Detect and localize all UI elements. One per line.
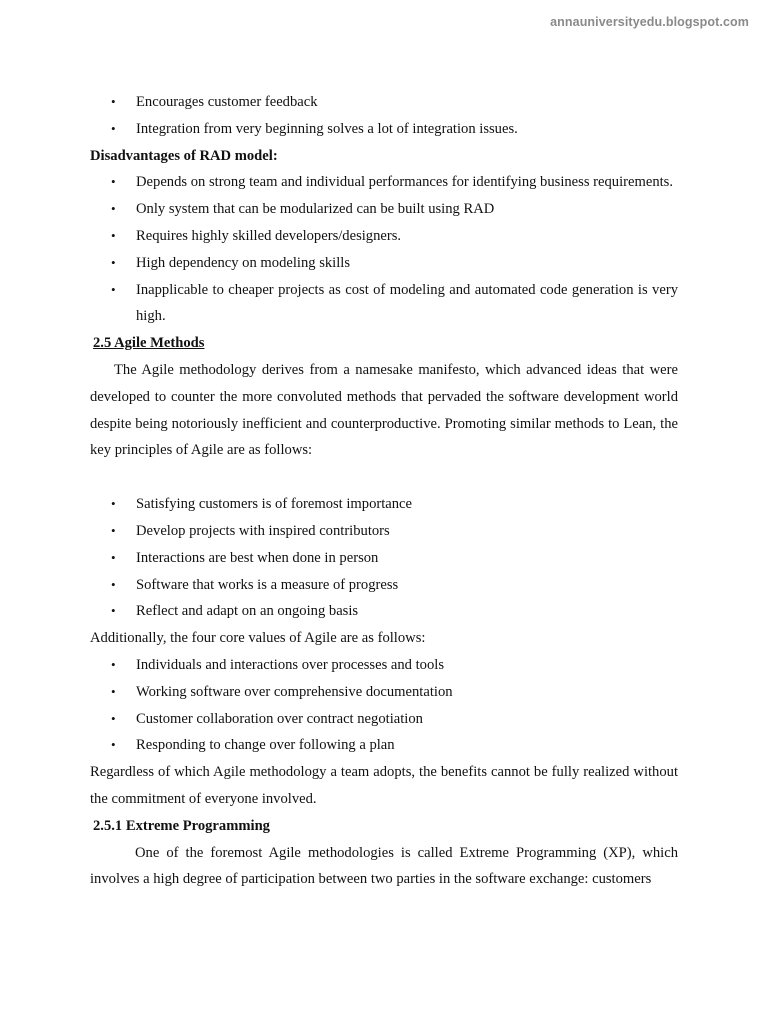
list-item: • Only system that can be modularized can be built using RAD (90, 196, 678, 223)
list-item: • Inapplicable to cheaper projects as cost of modeling and automated code generation is very high. (90, 277, 678, 331)
list-item: • Encourages customer feedback (90, 89, 678, 116)
list-item: • Develop projects with inspired contributors (90, 518, 678, 545)
agile-heading-line (90, 330, 678, 357)
document-page (90, 89, 678, 893)
list-item: • Satisfying customers is of foremost importance (90, 491, 678, 518)
agile-methods-heading: 2.5 Agile Methods (93, 335, 205, 352)
list-item: • Individuals and interactions over processes and tools (90, 652, 678, 679)
list-item: • Software that works is a measure of progress (90, 572, 678, 599)
core-values-intro: Additionally, the four core values of Agile are as follows: (90, 630, 426, 647)
list-item: • Working software over comprehensive documentation (90, 679, 678, 706)
agile-principles-list (90, 491, 678, 625)
list-item: • Requires highly skilled developers/designers. (90, 223, 678, 250)
paragraph-spacer (90, 464, 678, 491)
list-item: • Integration from very beginning solves a lot of integration issues. (90, 116, 678, 143)
list-item: • Reflect and adapt on an ongoing basis (90, 598, 678, 625)
disadvantages-list (90, 169, 678, 330)
list-item: • Customer collaboration over contract negotiation (90, 706, 678, 733)
list-item: • Depends on strong team and individual performances for identifying business requirements. (90, 169, 678, 196)
advantages-list (90, 89, 678, 143)
list-item: • Interactions are best when done in person (90, 545, 678, 572)
commitment-paragraph: Regardless of which Agile methodology a team adopts, the benefits cannot be fully realized without the commitment of everyone involved. (90, 764, 678, 807)
list-item: • Responding to change over following a plan (90, 732, 678, 759)
list-item: • High dependency on modeling skills (90, 250, 678, 277)
agile-intro-paragraph: The Agile methodology derives from a namesake manifesto, which advanced ideas that were developed to counter the more convoluted methods that pervaded the software development world despite being notoriously inefficient and counterproductive. Promoting similar methods to Lean, the key principles of Agile are as follows: (90, 361, 678, 459)
extreme-programming-heading: 2.5.1 Extreme Programming (93, 817, 270, 834)
extreme-programming-paragraph: One of the foremost Agile methodologies is called Extreme Programming (XP), which involves a high degree of participation between two parties in the software exchange: customers (90, 844, 678, 888)
core-values-list (90, 652, 678, 759)
disadvantages-heading: Disadvantages of RAD model: (90, 147, 278, 164)
site-watermark: annauniversityedu.blogspot.com (550, 15, 749, 29)
